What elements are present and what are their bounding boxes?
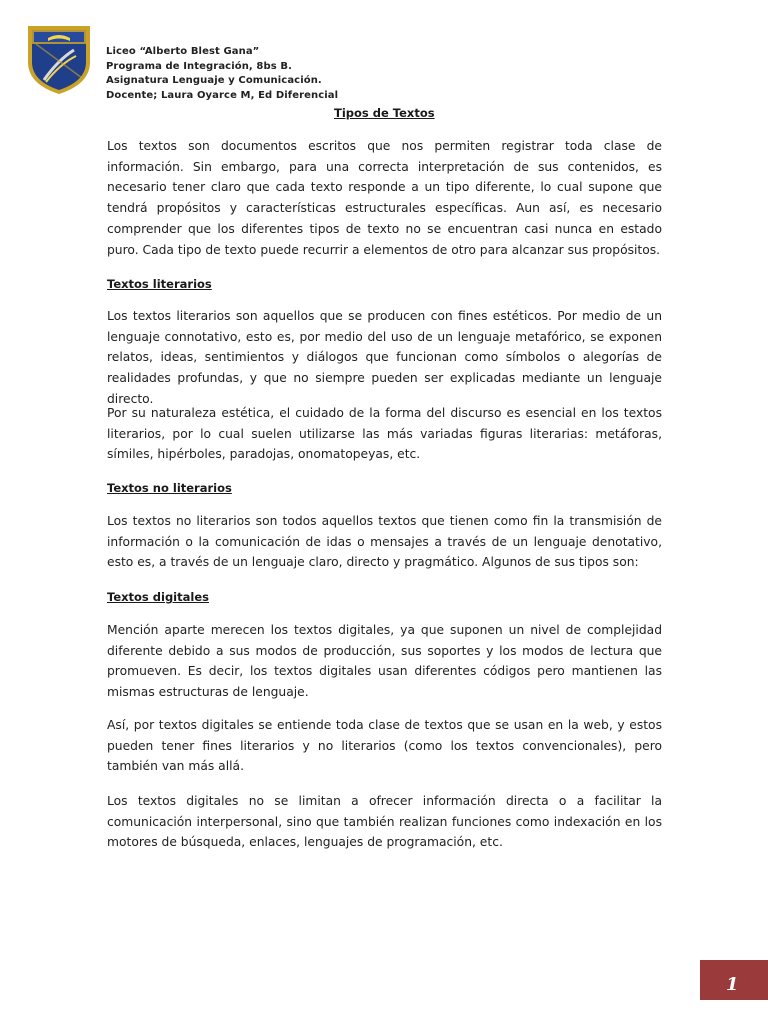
intro-section xyxy=(107,136,662,260)
teacher-line: Docente; Laura Oyarce M, Ed Diferencial xyxy=(106,89,339,101)
digitales-paragraph-3: Los textos digitales no se limitan a ofrecer información directa o a facilitar la comunicación interpersonal, sino que también realizan funciones como indexación en los motores de búsqueda, enlaces, lenguajes de programación, etc. xyxy=(107,794,662,850)
literarios-heading-wrap xyxy=(107,277,662,291)
digitales-p1-wrap xyxy=(107,620,662,703)
intro-paragraph: Los textos son documentos escritos que nos permiten registrar toda clase de información. Sin embargo, para una correcta interpretación de sus contenidos, es necesario tener claro que cada texto responde a un tipo diferente, lo cual supone que tendrá propósitos y características estructurales específicas. Aun así, es necesario comprender que los diferentes tipos de texto no se encuentran casi nunca en estado puro. Cada tipo de texto puede recurrir a elementos de otro para alcanzar sus propósitos. xyxy=(107,139,662,257)
digitales-heading-wrap xyxy=(107,590,662,604)
school-name: Liceo “Alberto Blest Gana” xyxy=(106,46,260,57)
document-title: Tipos de Textos xyxy=(334,106,435,120)
section-heading-digitales: Textos digitales xyxy=(107,590,209,604)
literarios-paragraph-1: Los textos literarios son aquellos que se producen con fines estéticos. Por medio de un lenguaje connotativo, esto es, por medio del uso de un lenguaje metafórico, se exponen relatos, ideas, sentimientos y diálogos que funcionan como símbolos o alegorías de realidades profundas, y que no siempre pueden ser explicadas mediante un lenguaje directo. xyxy=(107,309,662,406)
program-line: Programa de Integración, 8bs B. xyxy=(106,60,292,72)
section-heading-no-literarios: Textos no literarios xyxy=(107,481,232,495)
school-crest-icon xyxy=(24,22,94,96)
digitales-p2-wrap xyxy=(107,715,662,777)
literarios-p2-wrap xyxy=(107,403,662,465)
subject-line: Asignatura Lenguaje y Comunicación. xyxy=(106,75,322,87)
digitales-paragraph-1: Mención aparte merecen los textos digitales, ya que suponen un nivel de complejidad diferente debido a sus modos de producción, sus soportes y los modos de lectura que promueven. Es decir, los textos digitales usan diferentes códigos pero mantienen las mismas estructuras de lenguaje. xyxy=(107,623,662,700)
section-heading-literarios: Textos literarios xyxy=(107,277,212,291)
literarios-paragraph-2: Por su naturaleza estética, el cuidado de la forma del discurso es esencial en los textos literarios, por lo cual suelen utilizarse las más variadas figuras literarias: metáforas, símiles, hipérboles, paradojas, onomatopeyas, etc. xyxy=(107,406,662,462)
no-literarios-p1-wrap xyxy=(107,511,662,573)
literarios-p1-wrap xyxy=(107,306,662,410)
document-header xyxy=(106,45,338,103)
digitales-p3-wrap xyxy=(107,791,662,853)
digitales-paragraph-2: Así, por textos digitales se entiende toda clase de textos que se usan en la web, y estos pueden tener fines literarios y no literarios (como los textos convencionales), pero también van más allá. xyxy=(107,718,662,774)
no-literarios-paragraph-1: Los textos no literarios son todos aquellos textos que tienen como fin la transmisión de información o la comunicación de idas o mensajes a través de un lenguaje denotativo, esto es, a través de un lenguaje claro, directo y pragmático. Algunos de sus tipos son: xyxy=(107,514,662,570)
no-literarios-heading-wrap xyxy=(107,481,662,495)
page-number: 1 xyxy=(726,974,739,995)
